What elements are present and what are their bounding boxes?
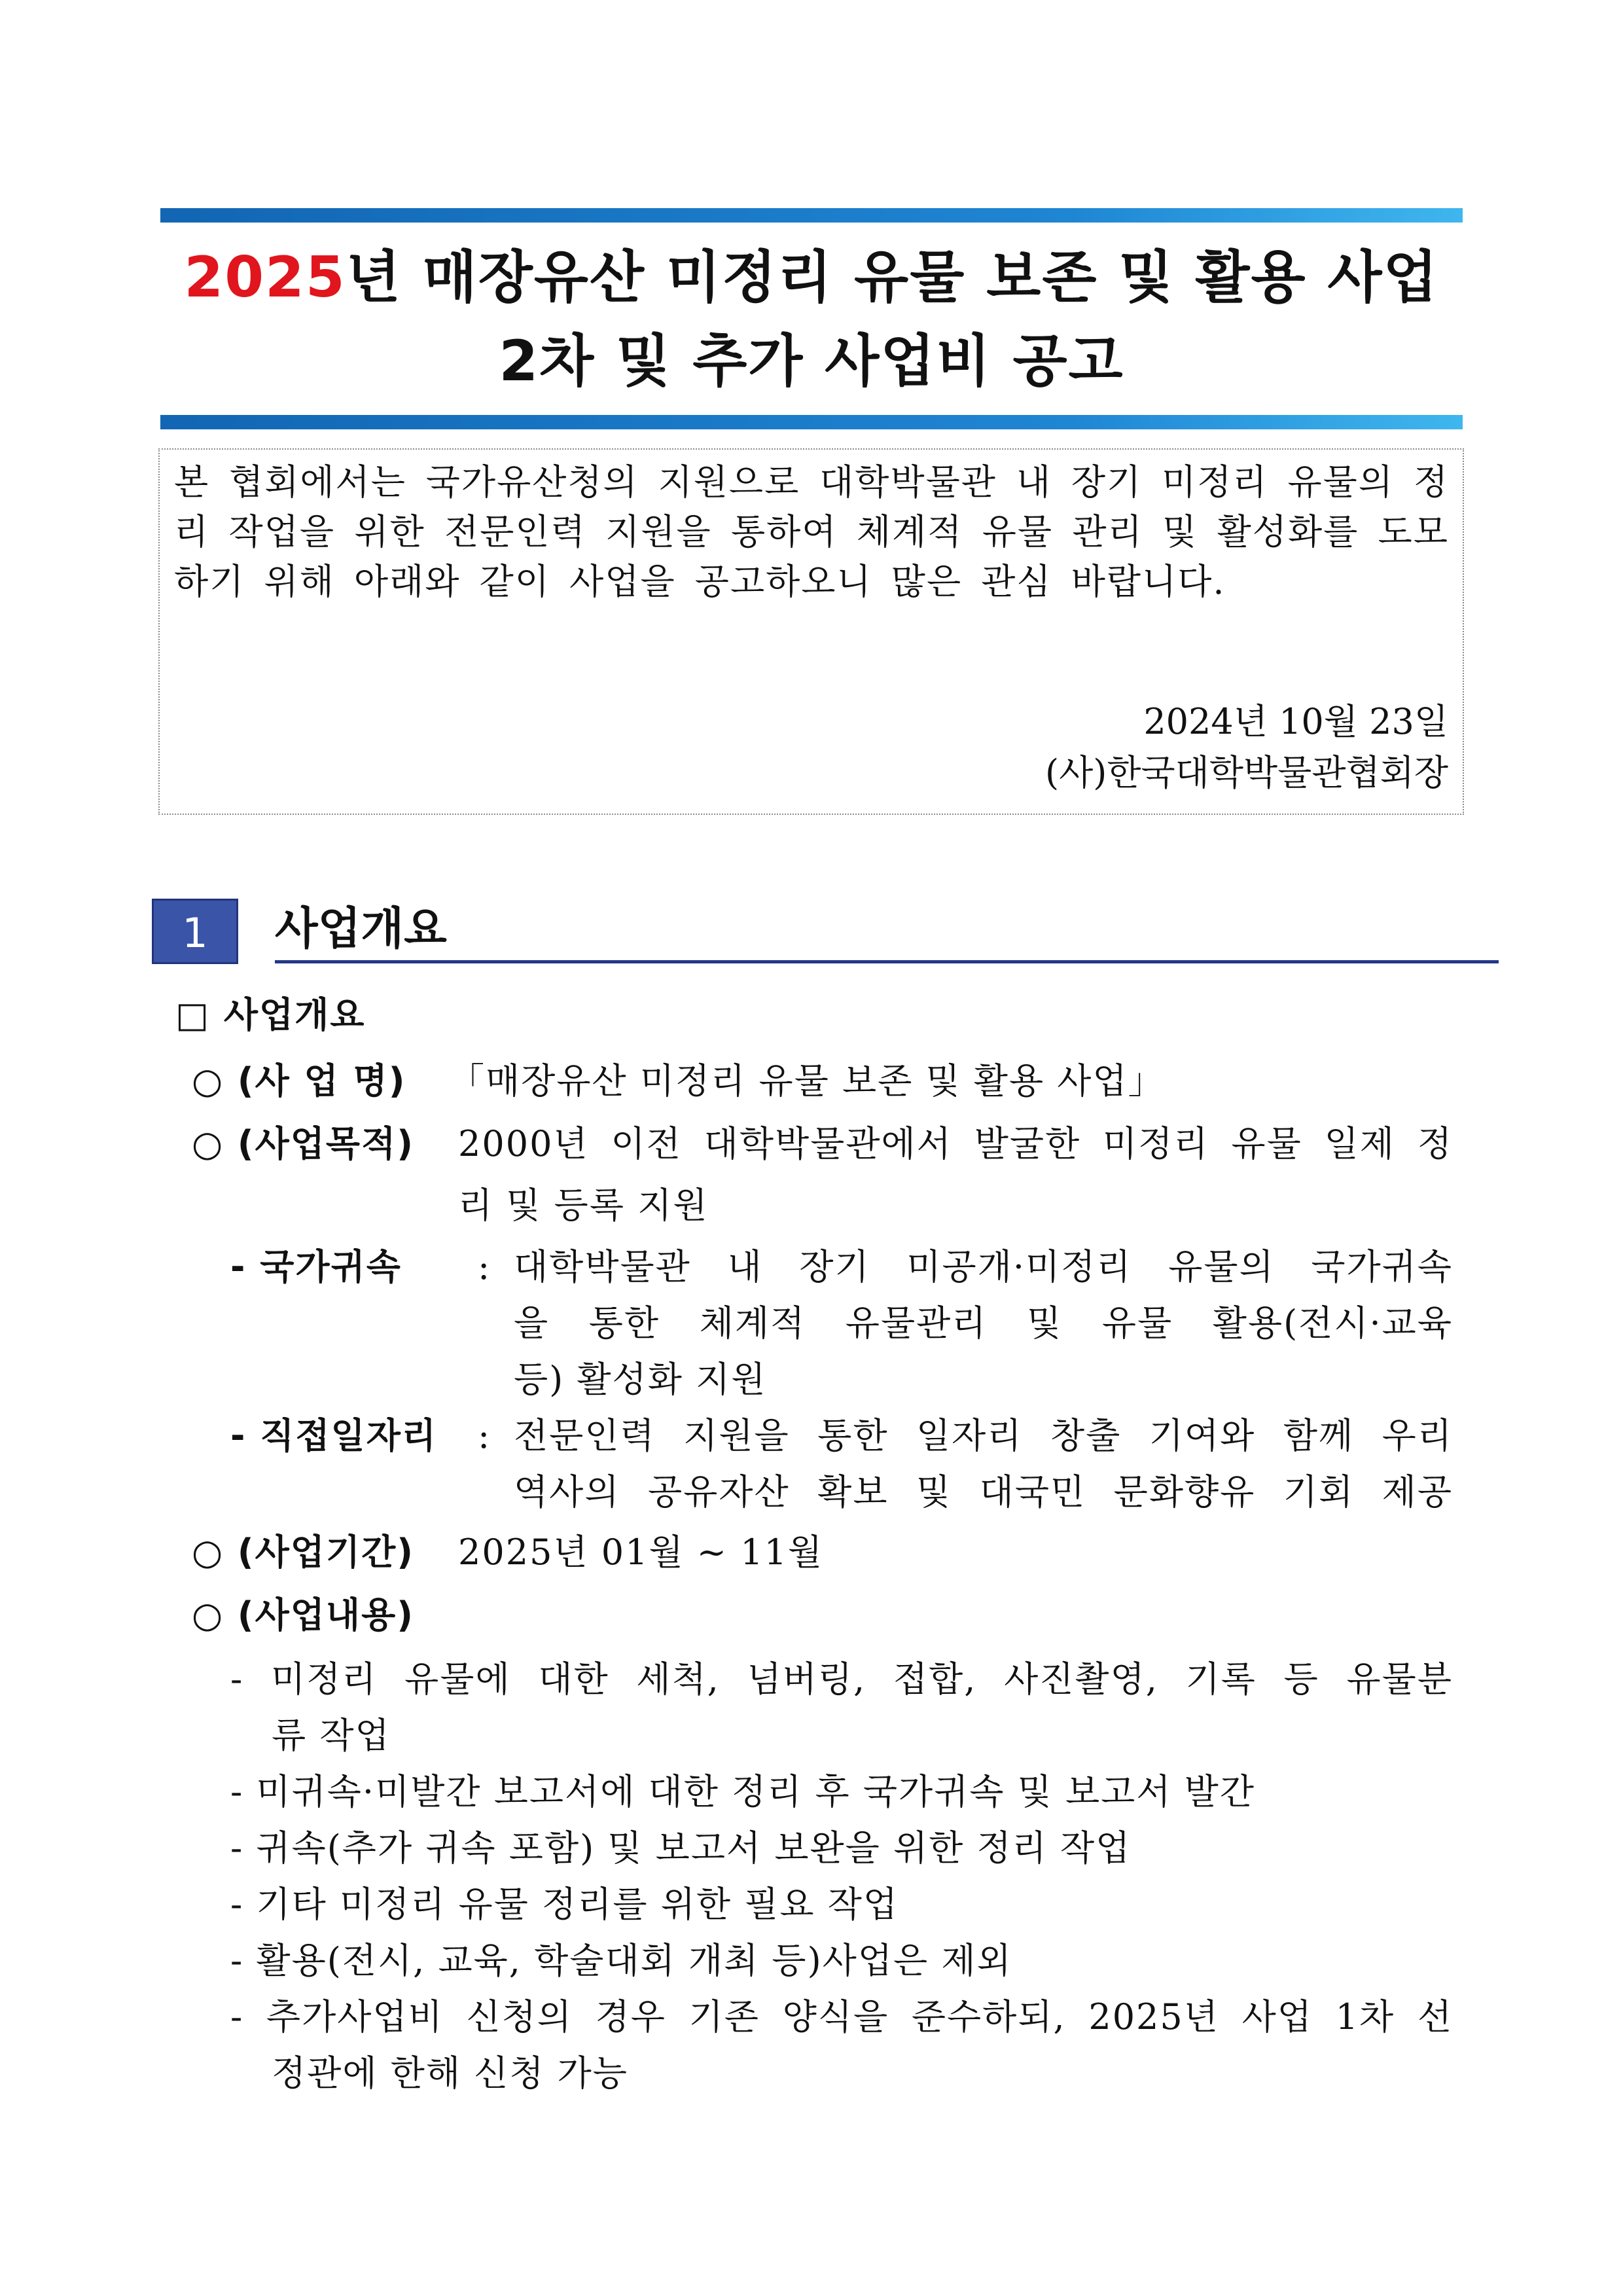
jobs-colon: :: [478, 1415, 491, 1456]
content-item-3: - 귀속(추가 귀속 포함) 및 보고서 보완을 위한 정리 작업: [230, 1827, 1132, 1869]
notice-body: 본 협회에서는 국가유산청의 지원으로 대학박물관 내 장기 미정리 유물의 정리 작업을 위한 전문인력 지원을 통하여 체계적 유물 관리 및 활성화를 도모하기 위해 아래와 같이 사업을 공고하오니 많은 관심 바랍니다.: [174, 461, 1449, 602]
project-name-label: ○ (사 업 명): [192, 1060, 406, 1102]
title-year: 2025: [184, 245, 346, 310]
document-title: [160, 236, 1463, 403]
content-item-6-cont: 정관에 한해 신청 가능: [272, 2053, 628, 2094]
national-line-1: 대학박물관 내 장기 미공개·미정리 유물의 국가귀속: [514, 1246, 1453, 1287]
content-item-5: - 활용(전시, 교육, 학술대회 개최 등)사업은 제외: [230, 1940, 1012, 1981]
section-number-badge: 1: [152, 899, 238, 964]
project-name-value: 「매장유산 미정리 유물 보존 및 활용 사업」: [449, 1060, 1165, 1102]
content-item-1-cont: 류 작업: [272, 1715, 391, 1756]
notice-box: [158, 448, 1464, 815]
purpose-line-2: 리 및 등록 지원: [458, 1185, 709, 1226]
national-line-3: 등) 활성화 지원: [514, 1359, 767, 1400]
national-colon: :: [478, 1246, 491, 1287]
overview-heading: □ 사업개요: [175, 994, 366, 1035]
national-label: - 국가귀속: [230, 1246, 402, 1287]
purpose-label: ○ (사업목적): [192, 1123, 414, 1164]
title-line-1: [160, 236, 1463, 319]
content-item-4: - 기타 미정리 유물 정리를 위한 필요 작업: [230, 1884, 899, 1925]
title-line-1-rest: 년 매장유산 미정리 유물 보존 및 활용 사업: [346, 245, 1439, 310]
period-label: ○ (사업기간): [192, 1532, 414, 1573]
notice-signature: (사)한국대학박물관협회장: [1045, 752, 1448, 793]
national-line-2: 을 통한 체계적 유물관리 및 유물 활용(전시·교육: [514, 1302, 1453, 1344]
jobs-line-1: 전문인력 지원을 통한 일자리 창출 기여와 함께 우리: [514, 1415, 1453, 1456]
notice-date: 2024년 10월 23일: [1143, 701, 1448, 742]
content-item-1: - 미정리 유물에 대한 세척, 넘버링, 접합, 사진촬영, 기록 등 유물분: [230, 1659, 1453, 1700]
content-label: ○ (사업내용): [192, 1594, 414, 1636]
content-item-6: - 추가사업비 신청의 경우 기존 양식을 준수하되, 2025년 사업 1차 선: [230, 1996, 1453, 2037]
section-underline: [275, 960, 1499, 963]
jobs-label: - 직접일자리: [230, 1415, 438, 1456]
title-top-bar: [160, 208, 1463, 223]
title-line-2: 2차 및 추가 사업비 공고: [499, 329, 1124, 394]
title-bottom-bar: [160, 415, 1463, 429]
purpose-line-1: 2000년 이전 대학박물관에서 발굴한 미정리 유물 일제 정: [458, 1123, 1453, 1164]
period-value: 2025년 01월 ~ 11월: [458, 1532, 824, 1573]
section-title: 사업개요: [275, 903, 447, 955]
content-item-2: - 미귀속·미발간 보고서에 대한 정리 후 국가귀속 및 보고서 발간: [230, 1771, 1255, 1812]
title-block: [160, 208, 1463, 429]
jobs-line-2: 역사의 공유자산 확보 및 대국민 문화향유 기회 제공: [514, 1471, 1453, 1513]
